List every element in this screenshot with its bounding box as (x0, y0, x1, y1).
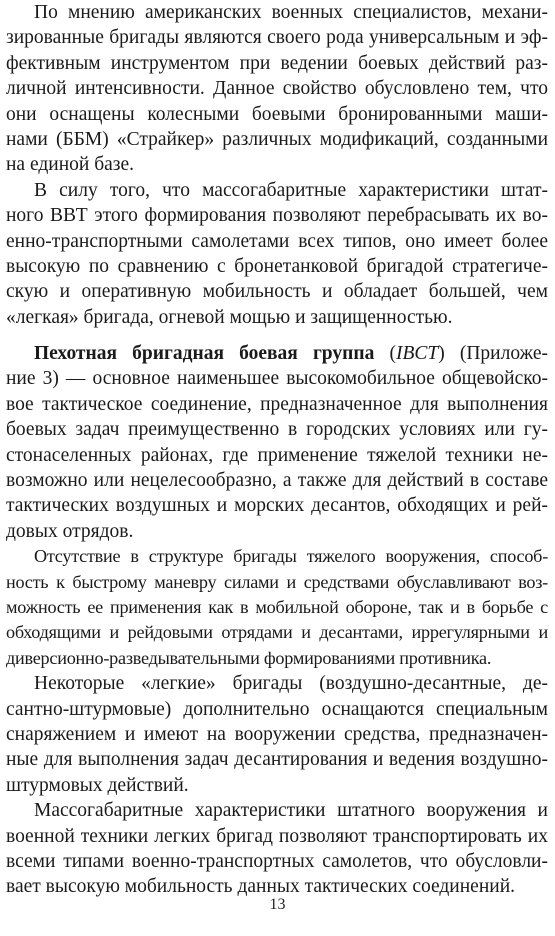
text-line: По мнению американских военных специалистов, механи- (34, 2, 548, 23)
text-line: В силу того, что массогабаритные характеристики штат- (34, 179, 548, 201)
text-line: ные для выполнения задач десантирования и ведения воздушно- (6, 749, 548, 771)
text-line: они оснащены колесными боевыми бронированными маши- (6, 103, 548, 125)
text-line: нами (ББМ) «Страйкер» различных модификаций, созданными (6, 128, 548, 150)
text-line: ного ВВТ этого формирования позволяют перебрасывать их во- (6, 205, 548, 227)
text-line: скую и оперативную мобильность и обладает большей, чем (6, 281, 548, 303)
text-line: боевых задач преимущественно в городских условиях или гу- (6, 419, 548, 441)
text-line: можность ее применения как в мобильной обороне, так и в борьбе с (6, 596, 548, 617)
text-line: Пехотная бригадная боевая группа (IBCT) (Приложе- (34, 343, 548, 365)
text-line: стонаселенных районах, где применение тяжелой техники не- (6, 444, 548, 466)
text-line: «легкая» бригада, огневой мощью и защищенностью. (6, 306, 453, 328)
text-line: енно-транспортными самолетами всех типов, оно имеет более (6, 230, 548, 252)
text-line: диверсионно-разведывательными формированиями противника. (6, 647, 492, 668)
text-line: Некоторые «легкие» бригады (воздушно-десантные, де- (34, 673, 548, 695)
text-line: тактических воздушных и морских десантов, обходящих и рей- (6, 495, 548, 517)
paragraph-2 (6, 178, 548, 330)
text-line: снаряжением и имеют на вооружении средства, предназначен- (6, 723, 548, 745)
text-line: довых отрядов. (6, 520, 134, 542)
text-line: высокую по сравнению с бронетанковой бригадой стратегиче- (6, 255, 548, 277)
paragraph-4 (6, 544, 548, 671)
text-line: возможно или нецелесообразно, а также для действий в составе (6, 470, 548, 492)
paragraph-gap (6, 330, 548, 341)
paragraph-3 (6, 341, 548, 544)
text-line: вает высокую мобильность данных тактических соединений. (6, 876, 516, 898)
text-line: ность к быстрому маневру силами и средствами обуславливают воз- (6, 571, 548, 592)
section-heading: Пехотная бригадная боевая группа (34, 343, 375, 365)
text-line: военной техники легких бригад позволяют транспортировать их (6, 825, 548, 847)
text-line: обходящими и рейдовыми отрядами и десантами, иррегулярными и (6, 622, 548, 643)
paragraph-6 (6, 798, 548, 900)
text-line: зированные бригады являются своего рода универсальным и эф- (6, 27, 548, 49)
paragraph-5 (6, 671, 548, 798)
text-line: Отсутствие в структуре бригады тяжелого вооружения, способ- (34, 546, 548, 567)
text-line: штурмовых действий. (6, 774, 189, 796)
text-line: вое тактическое соединение, предназначенное для выполнения (6, 393, 548, 415)
abbreviation: IBCT (395, 343, 439, 365)
text-line: сантно-штурмовые) дополнительно оснащаются специальным (6, 698, 548, 720)
text-line: на единой базе. (6, 154, 135, 176)
text-line: Массогабаритные характеристики штатного вооружения и (34, 800, 548, 822)
text-fragment: (Приложе- (459, 343, 548, 365)
text-line: личной интенсивности. Данное свойство обусловлено тем, что (6, 78, 548, 100)
text-line: всеми типами военно-транспортных самолетов, что обусловли- (6, 850, 548, 872)
paragraph-1 (6, 0, 548, 178)
text-line: фективным инструментом при ведении боевых действий раз- (6, 52, 548, 74)
text-line: ние 3) — основное наименьшее высокомобильное общевойско- (6, 368, 548, 390)
page-number: 13 (269, 896, 286, 913)
body-text (6, 0, 548, 900)
